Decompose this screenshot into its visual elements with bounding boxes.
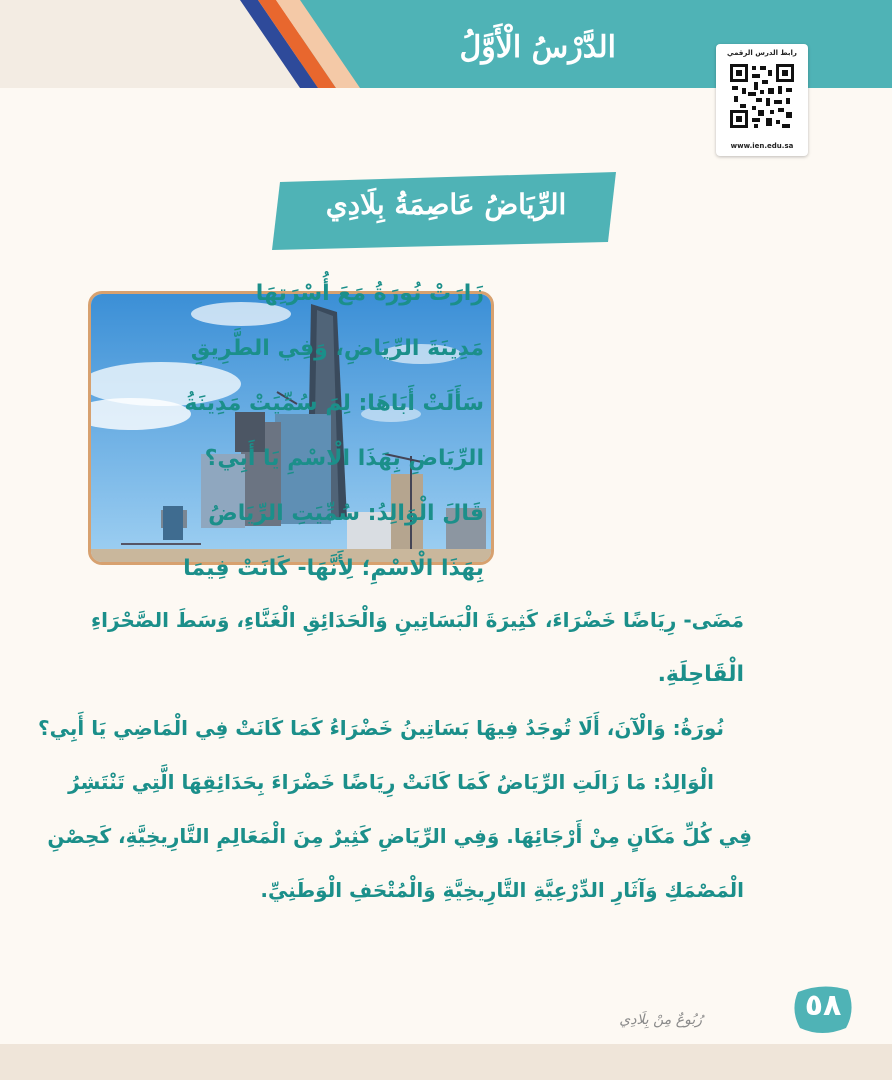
story-line-7: مَضَى- رِيَاضًا خَضْرَاءَ، كَثِيرَةَ الْبَسَاتِينِ وَالْحَدَائِقِ الْغَنَّاءِ، وَسَطَ الصَّحْرَاءِ <box>90 608 744 632</box>
story-line-6: بِهَذَا الْاسْمِ؛ لِأَنَّهَا- كَانَتْ فِيمَا <box>183 556 484 581</box>
qr-caption: رابط الدرس الرقمي <box>727 49 797 57</box>
unit-name: رُبُوعٌ مِنْ بِلَادِي <box>619 1012 702 1028</box>
story-line-1: زَارَتْ نُورَةُ مَعَ أُسْرَتِهَا <box>255 281 484 306</box>
story-line-10: الْوَالِدُ: مَا زَالَتِ الرِّيَاضُ كَمَا كَانَتْ رِيَاضًا خَضْرَاءَ بِحَدَائِقِهَا الَّتِي تَنْتَشِرُ <box>68 770 714 794</box>
story-line-2: مَدِينَةَ الرِّيَاضِ، وَفِي الطَّرِيقِ <box>190 336 484 361</box>
lesson-title-banner <box>272 172 620 250</box>
qr-url: www.ien.edu.sa <box>730 142 794 150</box>
story-line-11: فِي كُلِّ مَكَانٍ مِنْ أَرْجَائِهَا. وَفِي الرِّيَاضِ كَثِيرٌ مِنَ الْمَعَالِمِ التَّارِيخِيَّةِ، كَحِصْنِ <box>47 824 752 848</box>
story-line-9: نُورَةُ: وَالْآنَ، أَلَا تُوجَدُ فِيهَا بَسَاتِينُ خَضْرَاءُ كَمَا كَانَتْ فِي الْمَاضِي يَا أَبِي؟ <box>38 716 724 740</box>
story-line-12: الْمَصْمَكِ وَآثَارِ الدِّرْعِيَّةِ التَّارِيخِيَّةِ وَالْمُتْحَفِ الْوَطَنِيِّ. <box>260 878 744 902</box>
qr-code-icon <box>728 62 796 130</box>
lesson-title: الرِّيَاضُ عَاصِمَةُ بِلَادِي <box>325 188 567 221</box>
header-stripes <box>240 0 380 88</box>
story-line-4: الرِّيَاضِ بِهَذَا الْاسْمِ يَا أَبِي؟ <box>204 446 484 471</box>
digital-lesson-qr[interactable] <box>716 44 808 156</box>
footer-band <box>0 1044 892 1080</box>
lesson-number-title: الدَّرْسُ الْأَوَّلُ <box>459 30 616 65</box>
story-line-8: الْقَاحِلَةِ. <box>657 662 744 687</box>
page-number: ٥٨ <box>804 988 842 1023</box>
story-line-3: سَأَلَتْ أَبَاهَا: لِمَ سُمِّيَتْ مَدِينَةُ <box>184 391 484 416</box>
page-number-badge <box>792 982 854 1036</box>
story-line-5: قَالَ الْوَالِدُ: سُمِّيَتِ الرِّيَاضُ <box>208 501 484 526</box>
